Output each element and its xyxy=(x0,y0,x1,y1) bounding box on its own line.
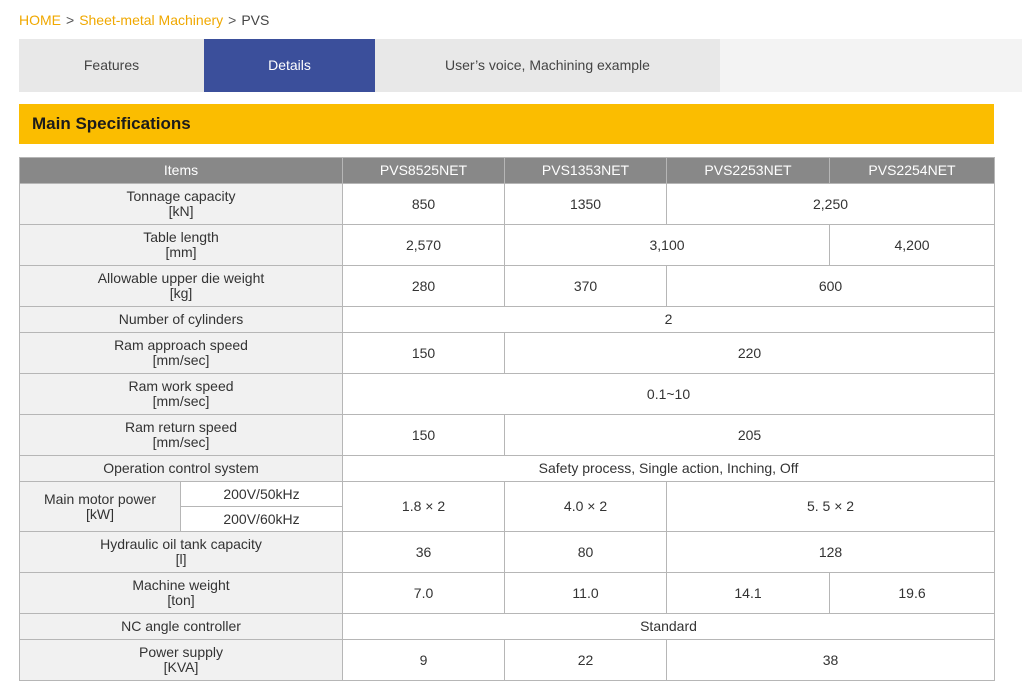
table-header-row xyxy=(20,158,995,184)
row-label: NC angle controller xyxy=(20,614,343,640)
row-sublabel: 200V/50kHz xyxy=(181,482,343,507)
table-row xyxy=(20,225,995,266)
table-row xyxy=(20,532,995,573)
table-cell: 220 xyxy=(505,333,995,374)
table-row xyxy=(20,307,995,333)
row-unit: [mm/sec] xyxy=(152,393,210,409)
table-cell: 850 xyxy=(343,184,505,225)
row-label xyxy=(20,532,343,573)
header-model: PVS2253NET xyxy=(667,158,830,184)
table-cell: 19.6 xyxy=(830,573,995,614)
table-cell: 4.0 × 2 xyxy=(505,482,667,532)
table-cell: 0.1~10 xyxy=(343,374,995,415)
table-cell: 600 xyxy=(667,266,995,307)
row-label xyxy=(20,184,343,225)
row-label: Operation control system xyxy=(20,456,343,482)
row-label xyxy=(20,333,343,374)
table-cell: 150 xyxy=(343,333,505,374)
table-cell: Standard xyxy=(343,614,995,640)
row-label xyxy=(20,482,181,532)
breadcrumb-category-link[interactable]: Sheet-metal Machinery xyxy=(79,12,224,28)
row-unit: [mm/sec] xyxy=(152,434,210,450)
table-cell: 22 xyxy=(505,640,667,681)
breadcrumb-separator: > xyxy=(228,12,237,28)
table-cell: 128 xyxy=(667,532,995,573)
row-label-text: Allowable upper die weight xyxy=(97,270,265,286)
table-cell: 7.0 xyxy=(343,573,505,614)
table-row xyxy=(20,482,995,507)
table-cell: 4,200 xyxy=(830,225,995,266)
row-label xyxy=(20,266,343,307)
table-row xyxy=(20,266,995,307)
table-row xyxy=(20,456,995,482)
table-cell: 14.1 xyxy=(667,573,830,614)
row-unit: [mm/sec] xyxy=(152,352,210,368)
table-row xyxy=(20,333,995,374)
header-model: PVS2254NET xyxy=(830,158,995,184)
table-row xyxy=(20,614,995,640)
row-label-text: Table length xyxy=(143,229,219,245)
breadcrumb-separator: > xyxy=(66,12,75,28)
table-row xyxy=(20,374,995,415)
table-cell: 38 xyxy=(667,640,995,681)
row-label: Number of cylinders xyxy=(20,307,343,333)
row-unit: [mm] xyxy=(165,244,197,260)
row-label-text: Ram approach speed xyxy=(114,337,248,353)
row-unit: [KVA] xyxy=(163,659,199,675)
tab-features[interactable]: Features xyxy=(19,39,204,92)
table-cell: 5. 5 × 2 xyxy=(667,482,995,532)
spec-table xyxy=(19,157,995,681)
header-model: PVS8525NET xyxy=(343,158,505,184)
row-unit: [ton] xyxy=(167,592,195,608)
table-cell: 370 xyxy=(505,266,667,307)
row-label xyxy=(20,415,343,456)
row-label-text: Ram work speed xyxy=(128,378,234,394)
header-model: PVS1353NET xyxy=(505,158,667,184)
row-label-text: Hydraulic oil tank capacity xyxy=(100,536,262,552)
breadcrumb-current: PVS xyxy=(241,12,270,28)
tab-details[interactable]: Details xyxy=(204,39,375,92)
row-label xyxy=(20,225,343,266)
table-cell: 150 xyxy=(343,415,505,456)
table-row xyxy=(20,184,995,225)
row-unit: [kg] xyxy=(169,285,193,301)
table-cell: 9 xyxy=(343,640,505,681)
tab-bar xyxy=(19,39,1022,92)
row-label-text: Ram return speed xyxy=(124,419,238,435)
table-cell: 3,100 xyxy=(505,225,830,266)
table-cell: 1.8 × 2 xyxy=(343,482,505,532)
row-sublabel: 200V/60kHz xyxy=(181,507,343,532)
header-items: Items xyxy=(20,158,343,184)
row-unit: [kW] xyxy=(86,505,114,522)
table-row xyxy=(20,640,995,681)
row-label xyxy=(20,374,343,415)
row-unit: [kN] xyxy=(168,203,194,219)
section-header xyxy=(19,104,994,144)
section-title: Main Specifications xyxy=(32,114,191,133)
row-label-text: Power supply xyxy=(138,644,224,660)
table-row xyxy=(20,573,995,614)
table-cell: 280 xyxy=(343,266,505,307)
row-label xyxy=(20,573,343,614)
table-row xyxy=(20,415,995,456)
tab-users-voice[interactable]: User’s voice, Machining example xyxy=(375,39,720,92)
breadcrumb xyxy=(19,11,269,29)
table-cell: 36 xyxy=(343,532,505,573)
row-label-text: Tonnage capacity xyxy=(126,188,236,204)
row-label-text: Main motor power xyxy=(43,490,157,507)
table-cell: 11.0 xyxy=(505,573,667,614)
table-cell: 2,570 xyxy=(343,225,505,266)
table-cell: 80 xyxy=(505,532,667,573)
breadcrumb-home-link[interactable]: HOME xyxy=(19,12,61,28)
table-cell: Safety process, Single action, Inching, Off xyxy=(343,456,995,482)
table-cell: 2 xyxy=(343,307,995,333)
table-cell: 2,250 xyxy=(667,184,995,225)
table-cell: 205 xyxy=(505,415,995,456)
row-label-text: Machine weight xyxy=(132,577,230,593)
row-label xyxy=(20,640,343,681)
row-unit: [l] xyxy=(175,551,187,567)
table-cell: 1350 xyxy=(505,184,667,225)
